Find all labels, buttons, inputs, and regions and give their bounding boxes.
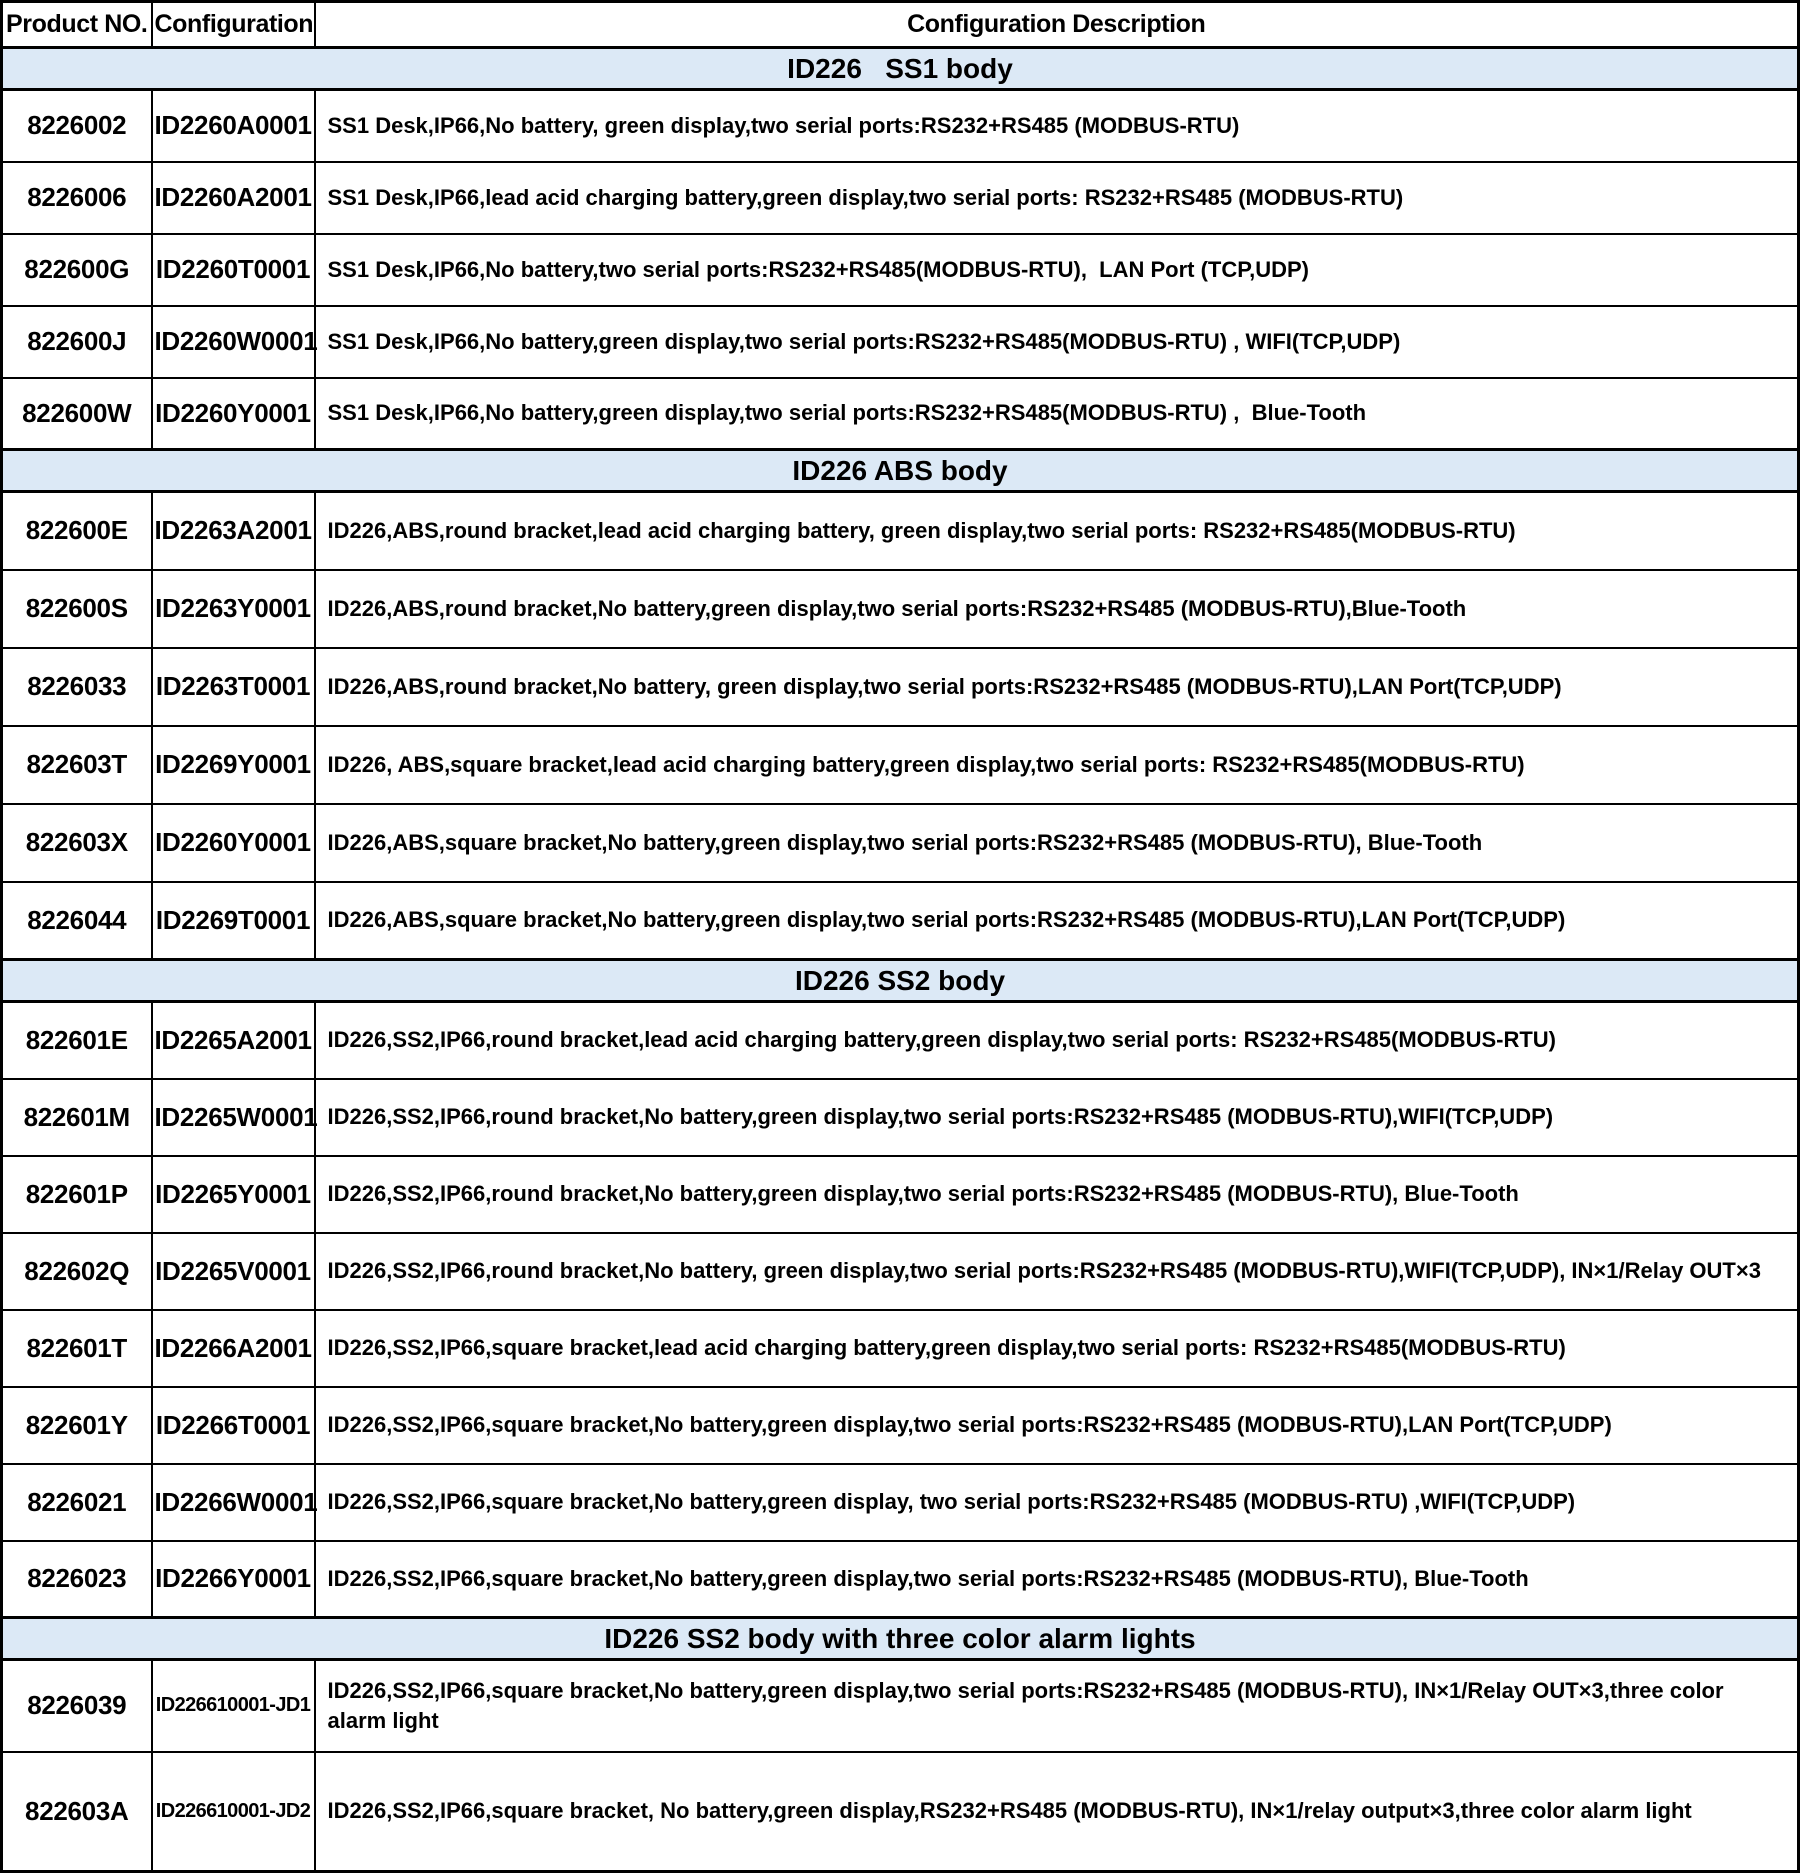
configuration-cell: ID2260Y0001 — [152, 378, 315, 450]
product-no-cell: 8226021 — [2, 1464, 152, 1541]
product-no-cell: 822600E — [2, 492, 152, 570]
header-row — [2, 2, 1799, 48]
description-cell: ID226,SS2,IP66,square bracket,No battery,green display,two serial ports:RS232+RS485 (MODBUS-RTU), Blue-Tooth — [315, 1541, 1799, 1618]
configuration-cell: ID226610001-JD1 — [152, 1660, 315, 1752]
table-row — [2, 234, 1799, 306]
table-row — [2, 1541, 1799, 1618]
configuration-cell: ID2265W0001 — [152, 1079, 315, 1156]
configuration-cell: ID2263Y0001 — [152, 570, 315, 648]
table-row — [2, 1387, 1799, 1464]
configuration-cell: ID2260Y0001 — [152, 804, 315, 882]
product-no-cell: 822600W — [2, 378, 152, 450]
product-no-cell: 822601P — [2, 1156, 152, 1233]
product-no-cell: 822600S — [2, 570, 152, 648]
description-cell: ID226,ABS,round bracket,lead acid charging battery, green display,two serial ports: RS232+RS485(MODBUS-RTU) — [315, 492, 1799, 570]
header-configuration: Configuration — [152, 2, 315, 48]
product-no-cell: 822600G — [2, 234, 152, 306]
table-row — [2, 570, 1799, 648]
section-title: ID226 SS2 body with three color alarm lights — [2, 1618, 1799, 1660]
table-row — [2, 648, 1799, 726]
configuration-cell: ID2263A2001 — [152, 492, 315, 570]
description-cell: ID226,ABS,square bracket,No battery,green display,two serial ports:RS232+RS485 (MODBUS-RTU), Blue-Tooth — [315, 804, 1799, 882]
product-no-cell: 822603T — [2, 726, 152, 804]
description-cell: SS1 Desk,IP66,lead acid charging battery,green display,two serial ports: RS232+RS485 (MODBUS-RTU) — [315, 162, 1799, 234]
table-row — [2, 306, 1799, 378]
product-no-cell: 822601M — [2, 1079, 152, 1156]
description-cell: ID226,SS2,IP66,square bracket,lead acid charging battery,green display,two serial ports: RS232+RS485(MODBUS-RTU) — [315, 1310, 1799, 1387]
product-no-cell: 8226002 — [2, 90, 152, 162]
section-header-row — [2, 1618, 1799, 1660]
table-row — [2, 378, 1799, 450]
description-cell: ID226,SS2,IP66,round bracket,No battery, green display,two serial ports:RS232+RS485 (MODBUS-RTU),WIFI(TCP,UDP), IN×1/Relay OUT×3 — [315, 1233, 1799, 1310]
table-body — [2, 48, 1799, 1872]
table-row — [2, 804, 1799, 882]
table-row — [2, 162, 1799, 234]
configuration-cell: ID2263T0001 — [152, 648, 315, 726]
description-cell: SS1 Desk,IP66,No battery,green display,two serial ports:RS232+RS485(MODBUS-RTU) , Blue-Tooth — [315, 378, 1799, 450]
product-no-cell: 822603X — [2, 804, 152, 882]
table-row — [2, 726, 1799, 804]
configuration-cell: ID2266A2001 — [152, 1310, 315, 1387]
description-cell: ID226,ABS,square bracket,No battery,green display,two serial ports:RS232+RS485 (MODBUS-RTU),LAN Port(TCP,UDP) — [315, 882, 1799, 960]
table-row — [2, 1156, 1799, 1233]
configuration-cell: ID2260T0001 — [152, 234, 315, 306]
header-product-no: Product NO. — [2, 2, 152, 48]
configuration-cell: ID226610001-JD2 — [152, 1752, 315, 1872]
configuration-cell: ID2265V0001 — [152, 1233, 315, 1310]
section-header-row — [2, 960, 1799, 1002]
product-no-cell: 8226044 — [2, 882, 152, 960]
table-row — [2, 1310, 1799, 1387]
configuration-cell: ID2266T0001 — [152, 1387, 315, 1464]
table-row — [2, 492, 1799, 570]
table-row — [2, 1002, 1799, 1079]
configuration-cell: ID2260A0001 — [152, 90, 315, 162]
configuration-cell: ID2266Y0001 — [152, 1541, 315, 1618]
description-cell: ID226,SS2,IP66,round bracket,lead acid charging battery,green display,two serial ports: RS232+RS485(MODBUS-RTU) — [315, 1002, 1799, 1079]
table-row — [2, 90, 1799, 162]
product-no-cell: 822601E — [2, 1002, 152, 1079]
description-cell: ID226, ABS,square bracket,lead acid charging battery,green display,two serial ports: RS232+RS485(MODBUS-RTU) — [315, 726, 1799, 804]
product-no-cell: 822603A — [2, 1752, 152, 1872]
configuration-cell: ID2265Y0001 — [152, 1156, 315, 1233]
description-cell: ID226,ABS,round bracket,No battery,green display,two serial ports:RS232+RS485 (MODBUS-RTU),Blue-Tooth — [315, 570, 1799, 648]
configuration-cell: ID2260W0001 — [152, 306, 315, 378]
description-cell: ID226,SS2,IP66,round bracket,No battery,green display,two serial ports:RS232+RS485 (MODBUS-RTU), Blue-Tooth — [315, 1156, 1799, 1233]
configuration-cell: ID2266W0001 — [152, 1464, 315, 1541]
configuration-cell: ID2269T0001 — [152, 882, 315, 960]
configuration-cell: ID2265A2001 — [152, 1002, 315, 1079]
product-no-cell: 822601T — [2, 1310, 152, 1387]
description-cell: ID226,ABS,round bracket,No battery, green display,two serial ports:RS232+RS485 (MODBUS-RTU),LAN Port(TCP,UDP) — [315, 648, 1799, 726]
table-row — [2, 882, 1799, 960]
section-title: ID226 ABS body — [2, 450, 1799, 492]
table-row — [2, 1233, 1799, 1310]
table-row — [2, 1079, 1799, 1156]
configuration-cell: ID2260A2001 — [152, 162, 315, 234]
section-header-row — [2, 450, 1799, 492]
product-no-cell: 8226006 — [2, 162, 152, 234]
header-description: Configuration Description — [315, 2, 1799, 48]
product-no-cell: 822602Q — [2, 1233, 152, 1310]
product-no-cell: 822600J — [2, 306, 152, 378]
description-cell: SS1 Desk,IP66,No battery,green display,two serial ports:RS232+RS485(MODBUS-RTU) , WIFI(TCP,UDP) — [315, 306, 1799, 378]
product-no-cell: 822601Y — [2, 1387, 152, 1464]
product-no-cell: 8226023 — [2, 1541, 152, 1618]
description-cell: ID226,SS2,IP66,square bracket,No battery,green display, two serial ports:RS232+RS485 (MODBUS-RTU) ,WIFI(TCP,UDP) — [315, 1464, 1799, 1541]
description-cell: ID226,SS2,IP66,square bracket,No battery,green display,two serial ports:RS232+RS485 (MODBUS-RTU),LAN Port(TCP,UDP) — [315, 1387, 1799, 1464]
section-title: ID226 SS1 body — [2, 48, 1799, 90]
table-row — [2, 1464, 1799, 1541]
description-cell: ID226,SS2,IP66,round bracket,No battery,green display,two serial ports:RS232+RS485 (MODBUS-RTU),WIFI(TCP,UDP) — [315, 1079, 1799, 1156]
section-header-row — [2, 48, 1799, 90]
table-row — [2, 1752, 1799, 1872]
description-cell: SS1 Desk,IP66,No battery, green display,two serial ports:RS232+RS485 (MODBUS-RTU) — [315, 90, 1799, 162]
table-row — [2, 1660, 1799, 1752]
configuration-cell: ID2269Y0001 — [152, 726, 315, 804]
description-cell: SS1 Desk,IP66,No battery,two serial ports:RS232+RS485(MODBUS-RTU), LAN Port (TCP,UDP) — [315, 234, 1799, 306]
description-cell: ID226,SS2,IP66,square bracket, No battery,green display,RS232+RS485 (MODBUS-RTU), IN×1/relay output×3,three color alarm light — [315, 1752, 1799, 1872]
product-no-cell: 8226033 — [2, 648, 152, 726]
product-no-cell: 8226039 — [2, 1660, 152, 1752]
description-cell: ID226,SS2,IP66,square bracket,No battery,green display,two serial ports:RS232+RS485 (MODBUS-RTU), IN×1/Relay OUT×3,three color alarm light — [315, 1660, 1799, 1752]
section-title: ID226 SS2 body — [2, 960, 1799, 1002]
